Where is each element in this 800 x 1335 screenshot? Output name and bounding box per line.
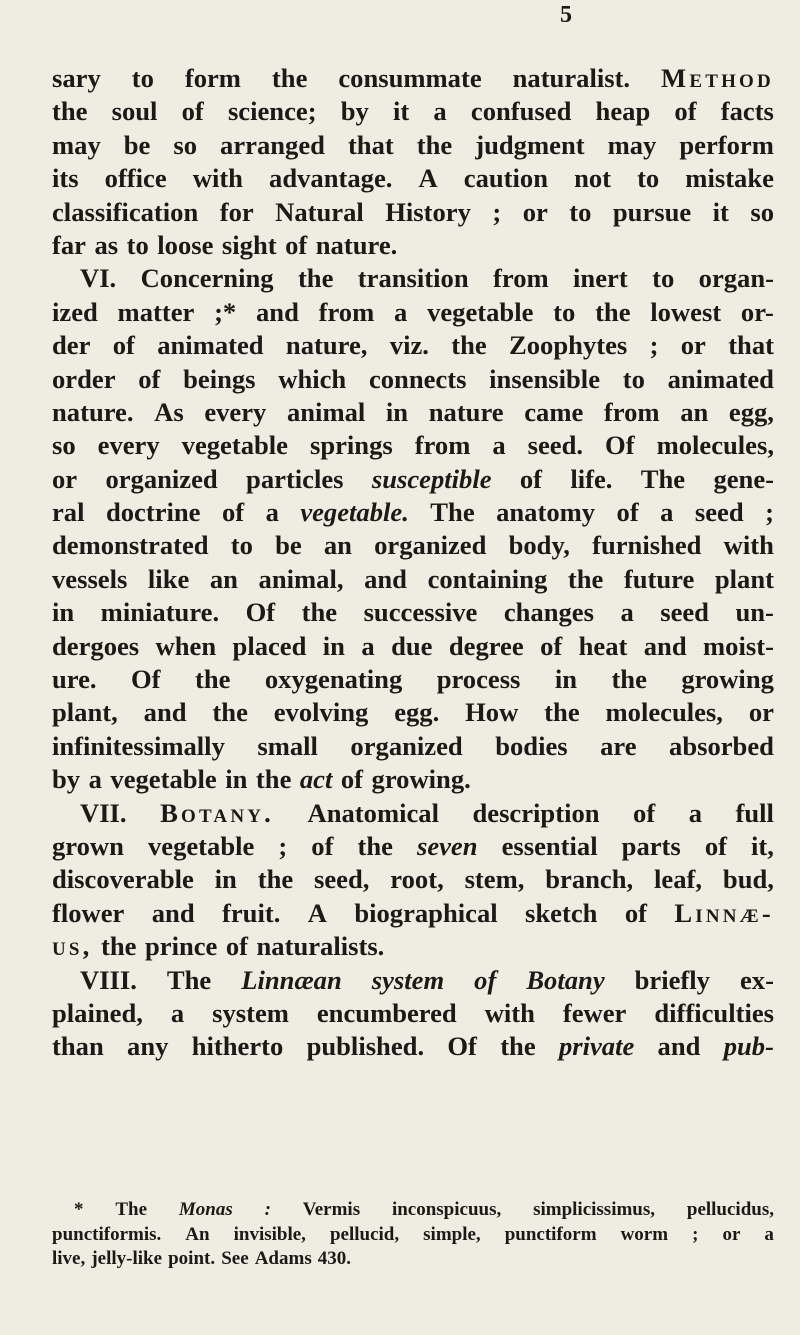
body-text (52, 62, 774, 1064)
footnote-line: punctiformis. An invisible, pellucid, simple, punctiform worm ; or a (52, 1223, 774, 1245)
text-line: VIII. The Linnæan system of Botany briefly ex- (80, 964, 774, 995)
text-line: ral doctrine of a vegetable. The anatomy of a seed ; (52, 497, 774, 528)
text-line: ure. Of the oxygenating process in the growing (52, 664, 774, 695)
footnote (52, 1198, 774, 1272)
text-line: than any hitherto published. Of the private and pub- (52, 1031, 774, 1062)
text-line: the soul of science; by it a confused heap of facts (52, 96, 774, 127)
text-line: may be so arranged that the judgment may perform (52, 129, 774, 160)
page-number: 5 (560, 2, 572, 28)
text-line: so every vegetable springs from a seed. Of molecules, (52, 430, 774, 461)
text-line: der of animated nature, viz. the Zoophytes ; or that (52, 330, 774, 361)
text-line: or organized particles susceptible of life. The gene- (52, 463, 774, 494)
text-line: classification for Natural History ; or to pursue it so (52, 196, 774, 227)
text-line: order of beings which connects insensible to animated (52, 363, 774, 394)
text-line: in miniature. Of the successive changes a seed un- (52, 597, 774, 628)
footnote-line: * The Monas : Vermis inconspicuus, simplicissimus, pellucidus, (74, 1199, 774, 1220)
text-line: VI. Concerning the transition from inert to organ- (80, 263, 774, 294)
text-line: grown vegetable ; of the seven essential parts of it, (52, 830, 774, 861)
text-line: flower and fruit. A biographical sketch of Linnæ- (52, 897, 774, 928)
text-line: far as to loose sight of nature. (52, 229, 398, 260)
text-line: ized matter ;* and from a vegetable to the lowest or- (52, 296, 774, 327)
text-line: plained, a system encumbered with fewer difficulties (52, 997, 774, 1028)
text-line: its office with advantage. A caution not to mistake (52, 163, 774, 194)
footnote-line: live, jelly-like point. See Adams 430. (52, 1248, 352, 1270)
text-line: by a vegetable in the act of growing. (52, 764, 471, 795)
text-line: discoverable in the seed, root, stem, branch, leaf, bud, (52, 864, 774, 895)
text-line: nature. As every animal in nature came from an egg, (52, 396, 774, 427)
text-line: sary to form the consummate naturalist. Method (52, 63, 774, 93)
text-line: plant, and the evolving egg. How the molecules, or (52, 697, 774, 728)
text-line: demonstrated to be an organized body, furnished with (52, 530, 774, 561)
text-line: dergoes when placed in a due degree of heat and moist- (52, 630, 774, 661)
text-line: vessels like an animal, and containing the future plant (52, 563, 774, 594)
text-line: VII. Botany. Anatomical description of a full (80, 797, 774, 828)
text-line: infinitessimally small organized bodies are absorbed (52, 730, 774, 761)
text-line: us, the prince of naturalists. (52, 931, 385, 962)
